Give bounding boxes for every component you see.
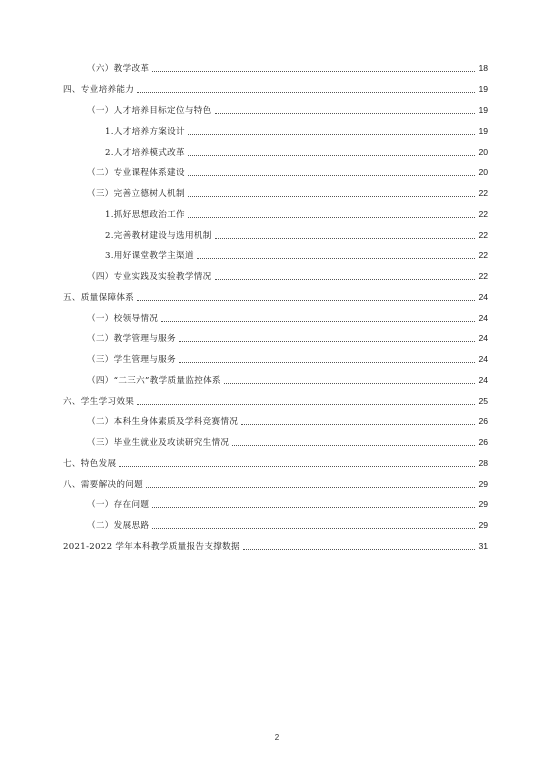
toc-entry-label: 2.完善教材建设与选用机制: [105, 231, 212, 241]
toc-leader-dots: [152, 527, 475, 529]
toc-leader-dots: [161, 320, 475, 322]
toc-entry-page: 22: [478, 188, 488, 198]
toc-entry-label: （一）存在问题: [87, 500, 150, 510]
toc-entry[interactable]: [105, 206, 488, 222]
toc-entry-label: 1.抓好思想政治工作: [105, 210, 185, 220]
toc-entry-page: 20: [478, 167, 488, 177]
toc-entry[interactable]: [87, 185, 488, 201]
toc-entry-label: （一）人才培养目标定位与特色: [87, 106, 212, 116]
toc-leader-dots: [215, 237, 475, 239]
toc-entry[interactable]: [105, 247, 488, 263]
toc-entry-label: 2.人才培养模式改革: [105, 148, 185, 158]
toc-entry-page: 22: [478, 209, 488, 219]
toc-leader-dots: [224, 382, 475, 384]
toc-entry[interactable]: [87, 268, 488, 284]
toc-entry-page: 31: [478, 541, 488, 551]
toc-leader-dots: [197, 257, 475, 259]
toc-entry[interactable]: [87, 496, 488, 512]
toc-entry[interactable]: [63, 476, 488, 492]
toc-entry[interactable]: [87, 517, 488, 533]
toc-entry-label: （三）学生管理与服务: [87, 355, 176, 365]
toc-entry-label: （二）专业课程体系建设: [87, 168, 185, 178]
toc-leader-dots: [243, 548, 475, 550]
toc-entry-page: 24: [478, 375, 488, 385]
toc-entry[interactable]: [63, 538, 488, 554]
toc-entry-label: 七、特色发展: [63, 459, 117, 469]
toc-entry-label: （二）发展思路: [87, 521, 150, 531]
toc-leader-dots: [188, 174, 475, 176]
toc-leader-dots: [188, 154, 475, 156]
toc-leader-dots: [179, 361, 475, 363]
toc-entry[interactable]: [63, 81, 488, 97]
toc-entry-page: 20: [478, 147, 488, 157]
toc-entry[interactable]: [87, 310, 488, 326]
toc-entry-label: 3.用好课堂教学主渠道: [105, 251, 194, 261]
toc-entry-label: （六）教学改革: [87, 64, 150, 74]
toc-entry[interactable]: [87, 434, 488, 450]
toc-entry[interactable]: [87, 164, 488, 180]
page-number: 2: [274, 733, 280, 742]
toc-entry-label: （四）专业实践及实验教学情况: [87, 272, 212, 282]
toc-leader-dots: [137, 299, 475, 301]
toc-entry-label: 五、质量保障体系: [63, 293, 135, 303]
toc-entry[interactable]: [105, 144, 488, 160]
toc-leader-dots: [119, 465, 475, 467]
toc-entry-page: 22: [478, 230, 488, 240]
toc-entry-label: （三）毕业生就业及攻读研究生情况: [87, 438, 230, 448]
toc-entry[interactable]: [105, 227, 488, 243]
toc-entry[interactable]: [63, 289, 488, 305]
toc-entry-page: 24: [478, 292, 488, 302]
toc-leader-dots: [152, 506, 475, 508]
toc-leader-dots: [137, 403, 475, 405]
toc-entry-page: 29: [478, 499, 488, 509]
toc-leader-dots: [188, 195, 475, 197]
toc-leader-dots: [179, 340, 475, 342]
toc-entry-page: 19: [478, 105, 488, 115]
toc-entry-page: 22: [478, 250, 488, 260]
toc-entry-label: （二）教学管理与服务: [87, 334, 176, 344]
toc-entry[interactable]: [87, 60, 488, 76]
toc-entry[interactable]: [87, 330, 488, 346]
toc-entry-page: 24: [478, 354, 488, 364]
toc-entry-page: 28: [478, 458, 488, 468]
toc-entry[interactable]: [87, 351, 488, 367]
toc-entry-page: 22: [478, 271, 488, 281]
toc-entry-page: 29: [478, 520, 488, 530]
toc-leader-dots: [152, 70, 475, 72]
toc-entry[interactable]: [87, 413, 488, 429]
toc-entry-page: 19: [478, 126, 488, 136]
toc-entry-label: （一）校领导情况: [87, 314, 159, 324]
toc-entry-label: （三）完善立德树人机制: [87, 189, 185, 199]
toc-entry[interactable]: [63, 455, 488, 471]
toc-entry-label: 四、专业培养能力: [63, 85, 135, 95]
toc-entry-label: 八、需要解决的问题: [63, 480, 144, 490]
toc-entry-page: 26: [478, 437, 488, 447]
toc-entry[interactable]: [105, 123, 488, 139]
toc-leader-dots: [215, 112, 475, 114]
toc-entry[interactable]: [87, 372, 488, 388]
toc-leader-dots: [215, 278, 475, 280]
toc-leader-dots: [241, 423, 475, 425]
toc-entry-label: 2021-2022 学年本科教学质量报告支撑数据: [63, 542, 240, 552]
toc-entry-page: 18: [478, 63, 488, 73]
toc-leader-dots: [188, 133, 475, 135]
toc-entry-label: 六、学生学习效果: [63, 397, 135, 407]
toc-entry-page: 24: [478, 313, 488, 323]
toc-entry[interactable]: [63, 393, 488, 409]
toc-entry-page: 25: [478, 396, 488, 406]
toc-entry-label: （四）“二三六”教学质量监控体系: [87, 376, 221, 386]
toc-leader-dots: [137, 91, 475, 93]
toc-entry-page: 29: [478, 479, 488, 489]
toc-entry-label: （二）本科生身体素质及学科竞赛情况: [87, 417, 239, 427]
toc-entry-page: 19: [478, 84, 488, 94]
toc-entry[interactable]: [87, 102, 488, 118]
toc-leader-dots: [188, 216, 475, 218]
toc-entry-page: 24: [478, 333, 488, 343]
toc-leader-dots: [146, 486, 475, 488]
toc-leader-dots: [232, 444, 475, 446]
toc-entry-label: 1.人才培养方案设计: [105, 127, 185, 137]
toc-entry-page: 26: [478, 416, 488, 426]
